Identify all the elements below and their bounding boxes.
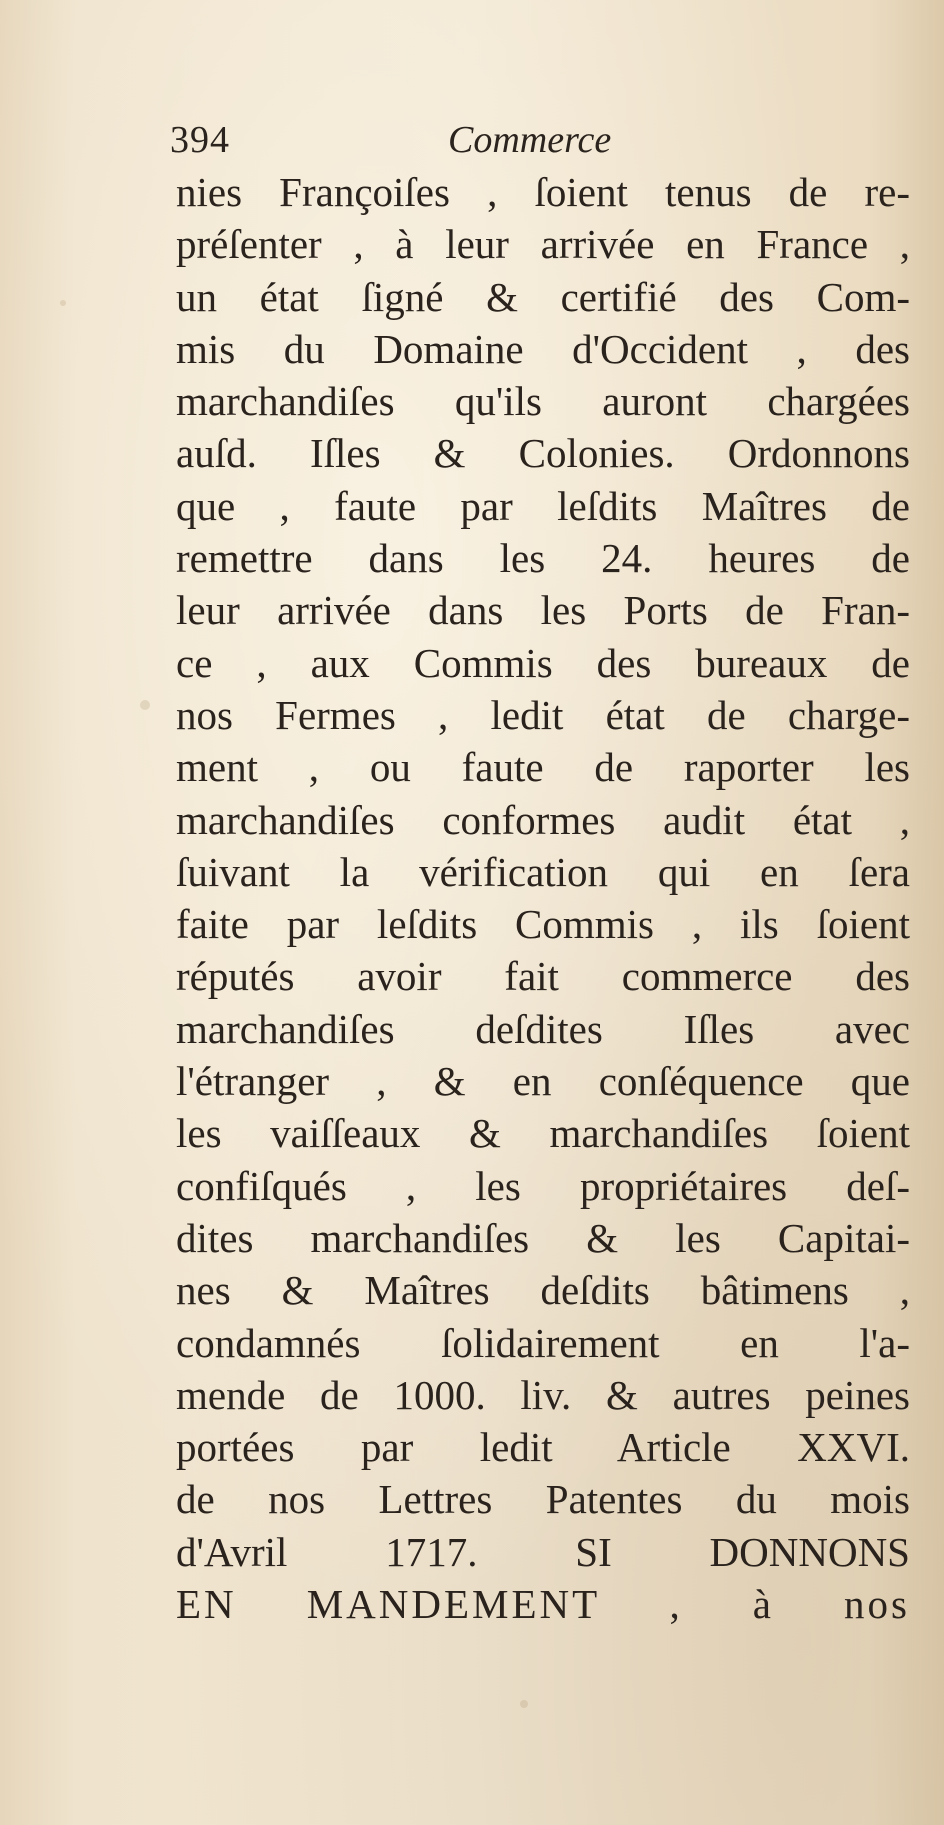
body-text [176, 166, 910, 1630]
text-line: que , faute par leſdits Maîtres de [176, 482, 910, 529]
text-line: nos Fermes , ledit état de charge- [176, 691, 910, 738]
foxing-spot [520, 1700, 528, 1708]
text-line: préſenter , à leur arrivée en France , [176, 221, 910, 268]
foxing-spot [60, 300, 66, 306]
text-line: nes & Maîtres deſdits bâtimens , [176, 1267, 910, 1314]
text-line: remettre dans les 24. heures de [176, 535, 910, 582]
text-line: ment , ou faute de raporter les [176, 744, 910, 791]
text-line: mis du Domaine d'Occident , des [176, 325, 910, 372]
text-line: auſd. Iſles & Colonies. Ordonnons [176, 430, 910, 477]
text-line: marchandiſes qu'ils auront chargées [176, 378, 910, 425]
text-line: leur arrivée dans les Ports de Fran- [176, 587, 910, 634]
text-line: confiſqués , les propriétaires deſ- [176, 1162, 910, 1209]
text-line: marchandiſes deſdites Iſles avec [176, 1005, 910, 1052]
text-line: marchandiſes conformes audit état , [176, 796, 910, 843]
text-line: les vaiſſeaux & marchandiſes ſoient [176, 1110, 910, 1157]
running-header [170, 118, 790, 170]
text-line: réputés avoir fait commerce des [176, 953, 910, 1000]
text-line: portées par ledit Article XXVI. [176, 1424, 910, 1471]
text-line: condamnés ſolidairement en l'a- [176, 1319, 910, 1366]
running-title: Commerce [448, 119, 612, 161]
text-line: un état ſigné & certifié des Com- [176, 273, 910, 320]
text-line: ce , aux Commis des bureaux de [176, 639, 910, 686]
text-line: l'étranger , & en conſéquence que [176, 1058, 910, 1105]
text-line: d'Avril 1717. SI DONNONS [176, 1528, 910, 1575]
text-line: mende de 1000. liv. & autres peines [176, 1371, 910, 1418]
text-line: ſuivant la vérification qui en ſera [176, 848, 910, 895]
text-line: nies Françoiſes , ſoient tenus de re- [176, 169, 910, 215]
text-line: de nos Lettres Patentes du mois [176, 1476, 910, 1523]
foxing-spot [140, 700, 150, 710]
text-line: dites marchandiſes & les Capitai- [176, 1214, 910, 1261]
page-number: 394 [170, 119, 230, 161]
text-line: faite par leſdits Commis , ils ſoient [176, 901, 910, 948]
text-line: EN MANDEMENT , à nos [176, 1581, 910, 1628]
